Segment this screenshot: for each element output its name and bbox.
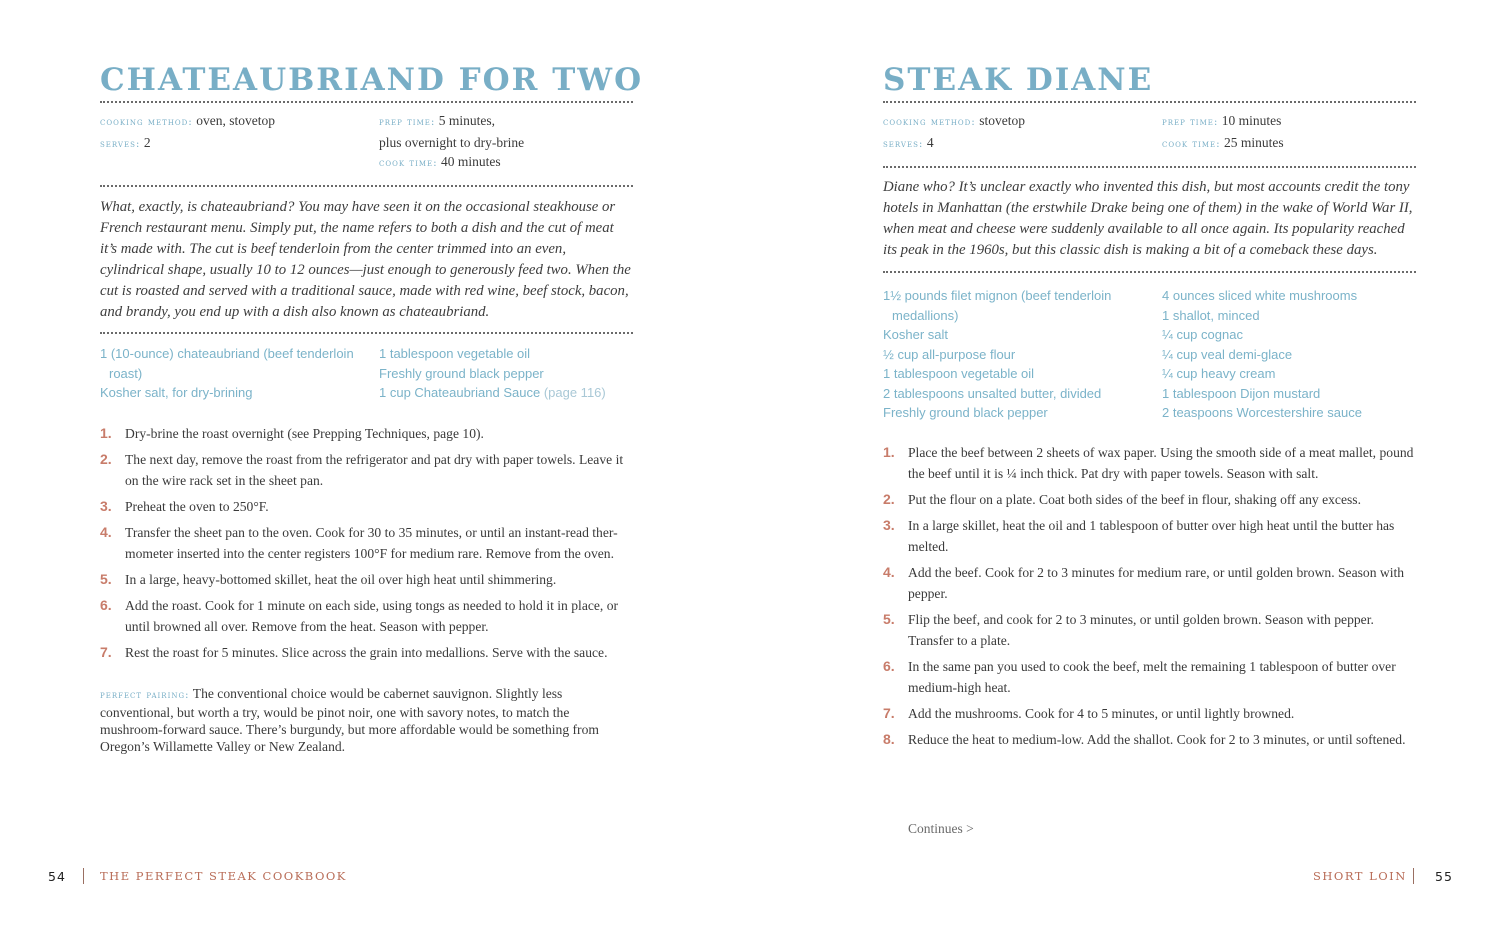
step-item xyxy=(100,642,633,663)
step-item xyxy=(100,423,633,444)
step-text: Transfer the sheet pan to the oven. Cook for 30 to 35 minutes, or until an instant-read ther-mometer inserted into the center registers 100°F for medium rare. Remove from the oven. xyxy=(125,525,618,561)
step-number: 4. xyxy=(100,524,112,540)
step-item xyxy=(883,609,1416,651)
perfect-pairing xyxy=(100,685,600,755)
step-item xyxy=(883,562,1416,604)
step-text: Dry-brine the roast overnight (see Prepping Techniques, page 10). xyxy=(125,426,484,441)
ingredient-item: 1 tablespoon Dijon mustard xyxy=(1162,385,1321,401)
ingredient-item xyxy=(379,383,633,403)
step-item xyxy=(883,489,1416,510)
step-number: 7. xyxy=(883,705,895,721)
ingredient-item: ½ cup all-purpose flour xyxy=(883,346,1016,362)
ingredient-item: Kosher salt, for dry-brining xyxy=(100,385,253,400)
step-number: 7. xyxy=(100,644,112,660)
step-text: Flip the beef, and cook for 2 to 3 minutes, or until golden brown. Season with pepper. Transfer to a plate. xyxy=(908,612,1374,648)
divider xyxy=(100,332,633,334)
ingredient-item: ¼ cup veal demi-glace xyxy=(1162,346,1293,362)
step-text: Reduce the heat to medium-low. Add the shallot. Cook for 2 to 3 minutes, or until softened. xyxy=(908,732,1406,747)
step-number: 1. xyxy=(100,425,112,441)
cook-time-value: 40 minutes xyxy=(441,154,501,169)
step-text: In a large skillet, heat the oil and 1 tablespoon of butter over high heat until the butter has melted. xyxy=(908,518,1395,554)
step-item xyxy=(100,449,633,491)
step-number: 3. xyxy=(100,498,112,514)
cook-time-label: cook time: xyxy=(1162,137,1221,150)
step-item xyxy=(883,703,1416,724)
step-number: 2. xyxy=(100,451,112,467)
step-item xyxy=(883,656,1416,698)
step-text: The next day, remove the roast from the refrigerator and pat dry with paper towels. Leave it on the wire rack set in the sheet pan. xyxy=(125,452,624,488)
ingredient-item: 1 tablespoon vegetable oil xyxy=(379,346,531,361)
ingredient-item: Kosher salt xyxy=(883,327,949,342)
cooking-method-label: cooking method: xyxy=(100,116,193,128)
step-item xyxy=(100,496,633,517)
step-text: Preheat the oven to 250°F. xyxy=(125,499,269,514)
ingredient-item: 2 teaspoons Worcestershire sauce xyxy=(1162,405,1362,420)
prep-time-label: prep time: xyxy=(379,116,436,128)
footer-divider xyxy=(1413,868,1414,884)
continues-link[interactable]: Continues > xyxy=(908,821,974,836)
step-item xyxy=(883,442,1416,484)
prep-time-value: 10 minutes xyxy=(1221,113,1282,128)
ingredient-item: ¼ cup cognac xyxy=(1162,327,1243,342)
step-number: 5. xyxy=(883,611,895,627)
step-number: 2. xyxy=(883,491,895,507)
pairing-label: perfect pairing: xyxy=(100,689,190,701)
step-item xyxy=(883,515,1416,557)
divider xyxy=(100,101,633,103)
cooking-method-value: oven, stovetop xyxy=(196,113,275,128)
footer-divider xyxy=(83,868,84,884)
divider xyxy=(883,166,1416,168)
step-number: 6. xyxy=(883,658,895,674)
divider xyxy=(883,101,1416,103)
pairing-text: The conventional choice would be cabernet sauvignon. Slightly less conventional, but worth a try, would be pinot noir, one with savory notes, to match the mushroom-forward sauce. There’s burgundy, but more affordable would be something from Oregon’s Willamette Valley or New Zealand. xyxy=(100,686,599,754)
step-number: 6. xyxy=(100,597,112,613)
step-text: In a large, heavy-bottomed skillet, heat the oil over high heat until shimmering. xyxy=(125,572,557,587)
recipe-title: CHATEAUBRIAND FOR TWO xyxy=(100,62,644,98)
serves-label: serves: xyxy=(883,137,924,150)
step-number: 5. xyxy=(100,571,112,587)
steps-list xyxy=(883,442,1416,755)
page-reference: (page 116) xyxy=(543,385,606,400)
ingredient-item: 1½ pounds filet mignon (beef tenderloin medallions) xyxy=(883,288,1112,323)
cook-time-label: cook time: xyxy=(379,157,438,169)
ingredient-item: Freshly ground black pepper xyxy=(379,365,544,381)
prep-time-note: plus overnight to dry-brine xyxy=(379,134,525,150)
left-page-number: 54 xyxy=(48,869,66,884)
divider xyxy=(100,185,633,187)
ingredient-item: 2 tablespoons unsalted butter, divided xyxy=(883,385,1102,401)
step-text: Place the beef between 2 sheets of wax paper. Using the smooth side of a meat mallet, pound the beef until it is ¼ inch thick. Pat dry with paper towels. Season with salt. xyxy=(908,445,1414,481)
ingredient-item: Freshly ground black pepper xyxy=(883,405,1048,420)
step-number: 8. xyxy=(883,731,895,747)
ingredient-item: 1 shallot, minced xyxy=(1162,307,1260,323)
cooking-method-label: cooking method: xyxy=(883,116,976,128)
divider xyxy=(883,271,1416,273)
recipe-title: STEAK DIANE xyxy=(883,62,1154,98)
step-number: 3. xyxy=(883,517,895,533)
ingredient-item: 4 ounces sliced white mushrooms xyxy=(1162,288,1358,303)
cook-time-value: 25 minutes xyxy=(1224,134,1284,150)
step-text: Put the flour on a plate. Coat both sides of the beef in flour, shaking off any excess. xyxy=(908,492,1361,507)
ingredient-item: 1 (10-ounce) chateaubriand (beef tenderloin roast) xyxy=(100,346,354,381)
recipe-intro: What, exactly, is chateaubriand? You may have seen it on the occasional steakhouse or French restaurant menu. Simply put, the name refers to both a dish and the cut of meat it’s made with. The cut is beef tenderloin from the center trimmed into an even, cylindrical shape, usually 10 to 12 ounces—just enough to generously feed two. When the cut is roasted and served with a traditional sauce, made with red wine, beef stock, bacon, and brandy, you end up with a dish also known as chateaubriand. xyxy=(100,199,631,320)
book-title: THE PERFECT STEAK COOKBOOK xyxy=(100,869,347,883)
step-item xyxy=(100,569,633,590)
prep-time-value: 5 minutes, xyxy=(438,113,496,128)
ingredient-item: ¼ cup heavy cream xyxy=(1162,366,1276,381)
step-text: Add the roast. Cook for 1 minute on each side, using tongs as needed to hold it in place, or until browned all over. Remove from the heat. Season with pepper. xyxy=(125,598,619,634)
step-text: In the same pan you used to cook the beef, melt the remaining 1 tablespoon of butter over medium-high heat. xyxy=(908,659,1396,695)
step-item xyxy=(100,595,633,637)
right-page-number: 55 xyxy=(1435,869,1453,884)
steps-list xyxy=(100,423,633,668)
step-text: Add the mushrooms. Cook for 4 to 5 minutes, or until lightly browned. xyxy=(908,706,1295,721)
serves-label: serves: xyxy=(100,137,141,150)
recipe-intro: Diane who? It’s unclear exactly who invented this dish, but most accounts credit the tony hotels in Manhattan (the erstwhile Drake being one of them) in the wake of World War II, when meat and cheese were suddenly available to all once again. Its popularity reached its peak in the 1960s, but this classic dish is making a bit of a comeback these days. xyxy=(883,179,1413,258)
serves-value: 2 xyxy=(143,134,151,150)
cooking-method-value: stovetop xyxy=(979,113,1025,128)
step-item xyxy=(883,729,1416,750)
step-item xyxy=(100,522,633,564)
sauce-ingredient: 1 cup Chateaubriand Sauce xyxy=(379,385,541,400)
step-number: 1. xyxy=(883,444,895,460)
section-title: SHORT LOIN xyxy=(1313,869,1407,883)
step-number: 4. xyxy=(883,564,895,580)
step-text: Rest the roast for 5 minutes. Slice across the grain into medallions. Serve with the sauce. xyxy=(125,645,608,660)
serves-value: 4 xyxy=(926,134,934,150)
ingredient-item: 1 tablespoon vegetable oil xyxy=(883,366,1035,381)
prep-time-label: prep time: xyxy=(1162,116,1219,128)
step-text: Add the beef. Cook for 2 to 3 minutes for medium rare, or until golden brown. Season with pepper. xyxy=(908,565,1405,601)
